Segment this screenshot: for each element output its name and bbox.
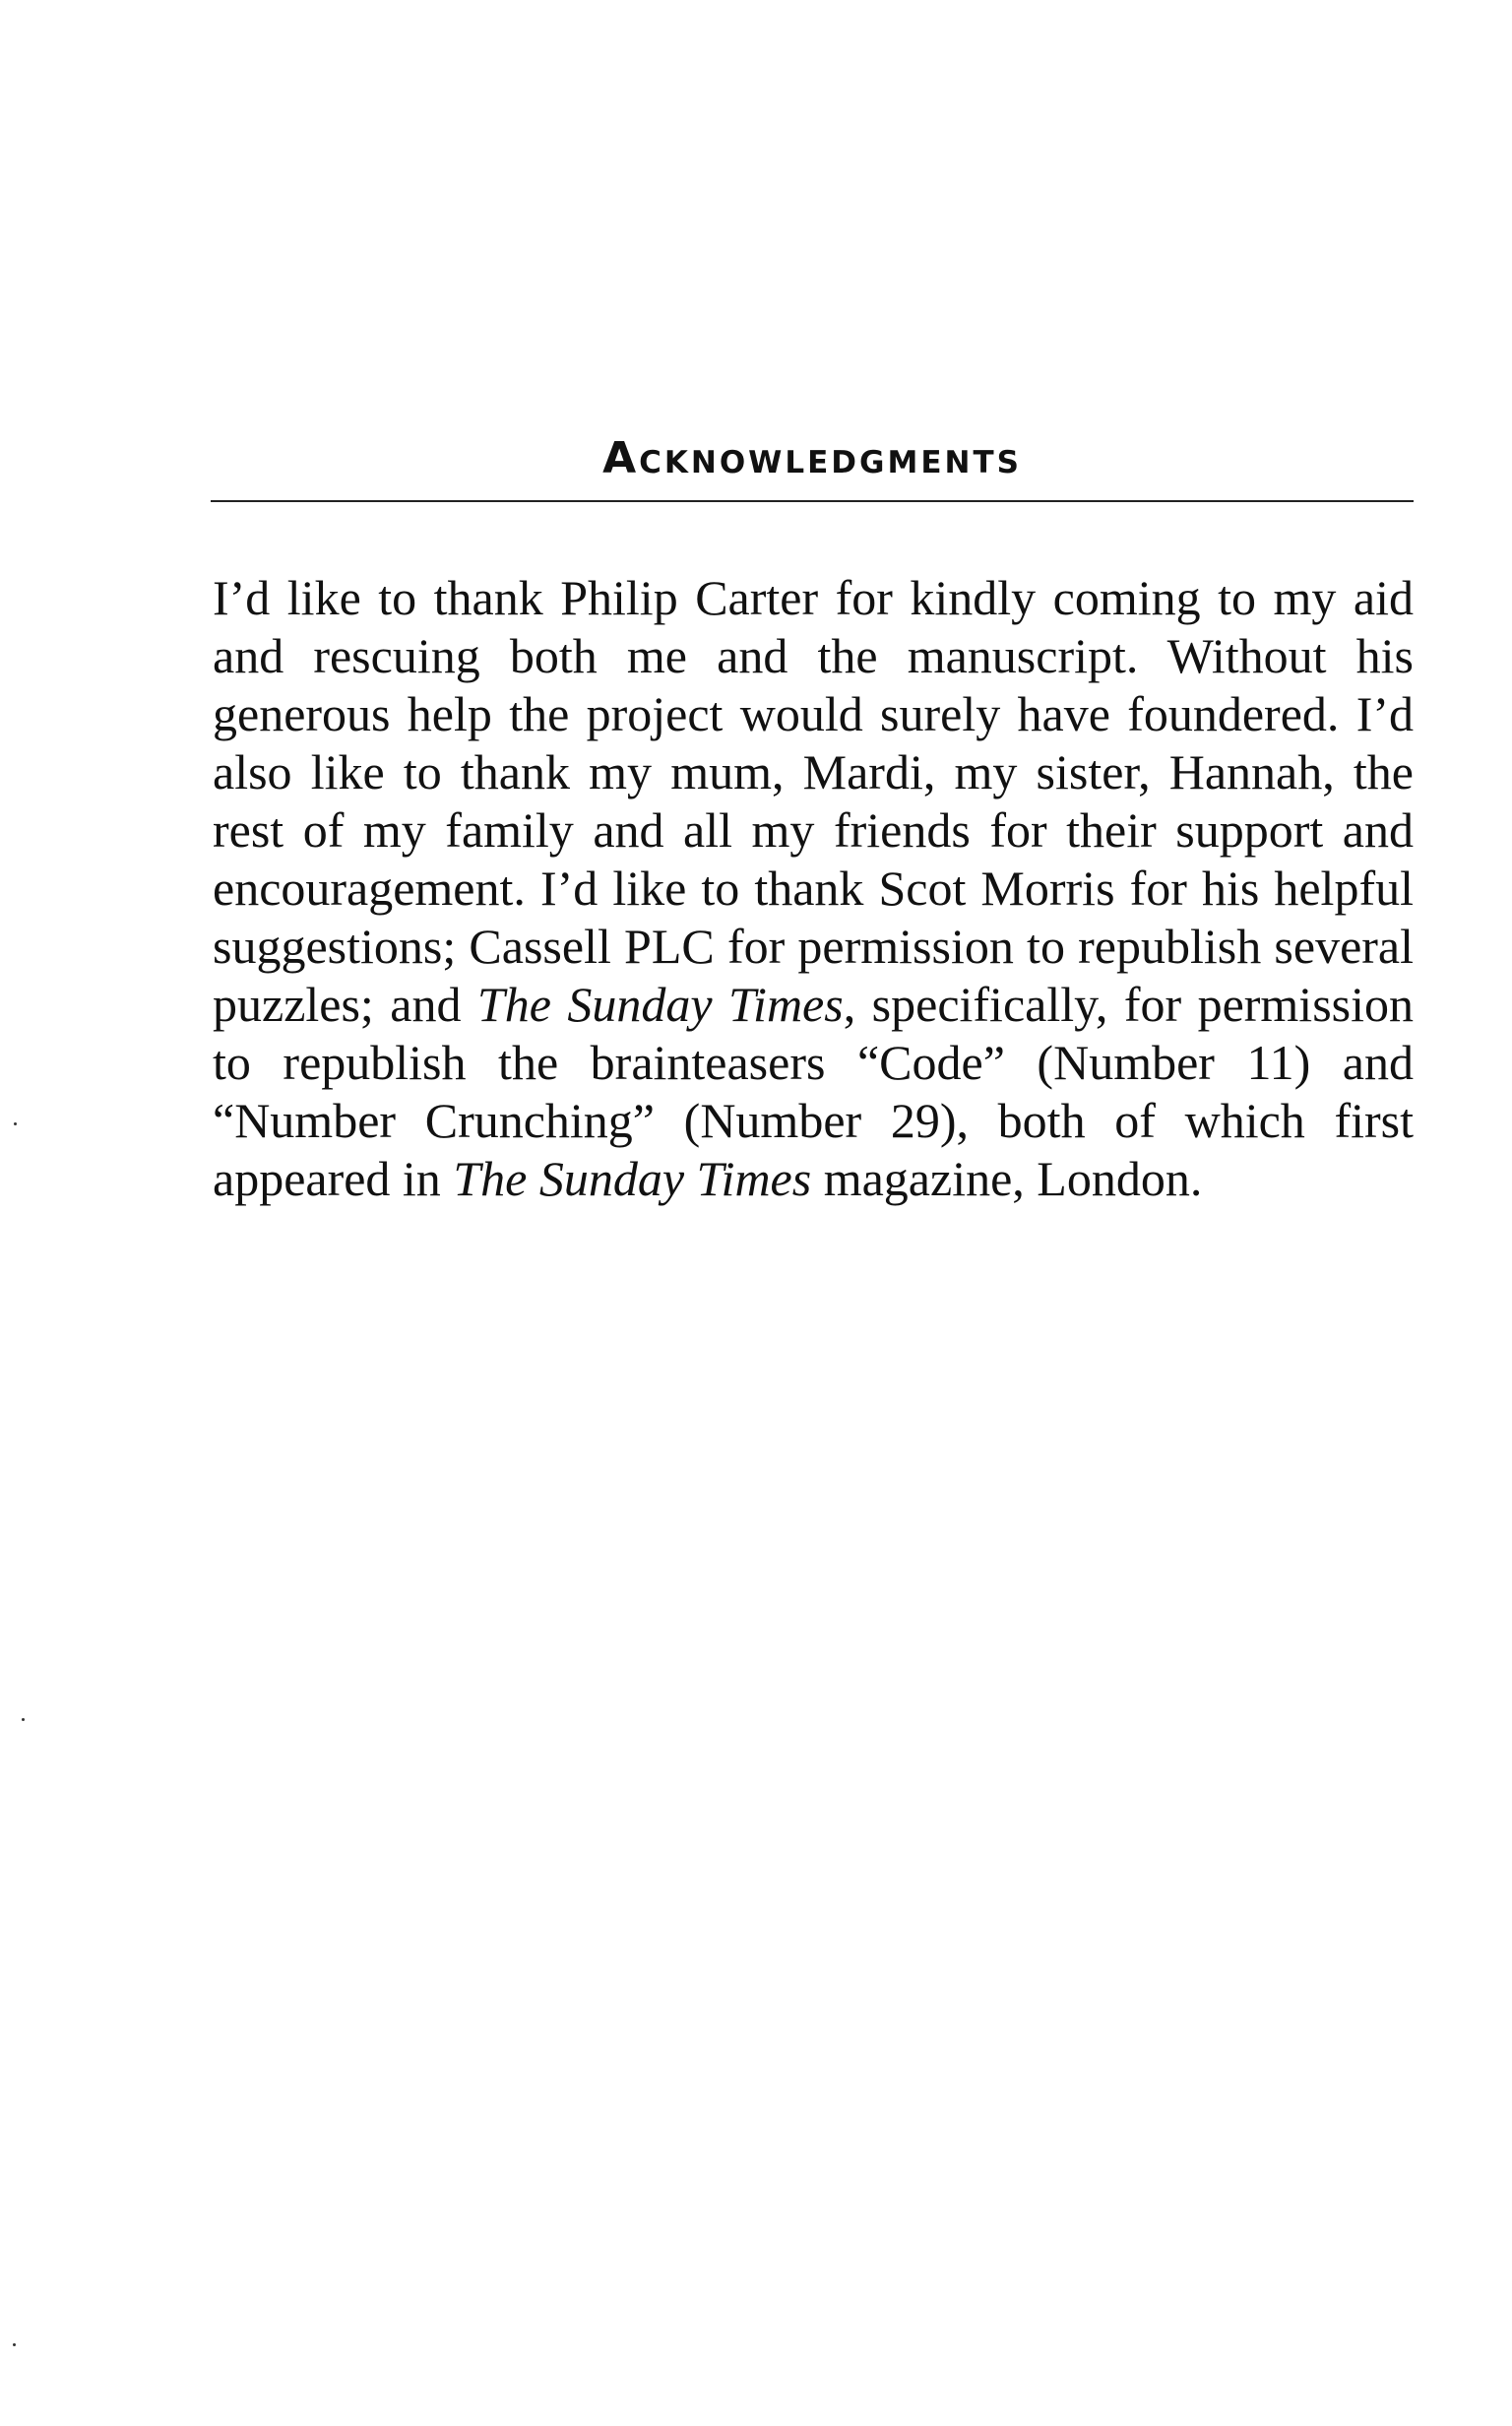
- scan-speck: [13, 2343, 16, 2346]
- publication-title-italic: The Sunday Times: [476, 977, 844, 1032]
- paragraph-text-part-1: I’d like to thank Philip Carter for kindly coming to my aid and rescuing both me and the manuscript. Without his generous help the project would surely have foundered. I’d also like to thank my mum, Mardi, my sister, Hannah, the rest of my family and all my friends for their support and encouragement. I’d like to thank Scot Morris for his helpful suggestions; Cassell PLC for permission to republish several puzzles; and: [213, 570, 1414, 1032]
- title-rule: [211, 500, 1414, 502]
- scan-speck: [22, 1718, 25, 1721]
- paragraph-text-part-2: , specifically, for permission to republish the brainteasers “Code” (Number 11) and “Number Crunching” (Number 29), both of which first appeared in: [213, 977, 1414, 1206]
- paragraph-text-part-3: magazine, London.: [811, 1151, 1203, 1206]
- acknowledgments-paragraph: [213, 569, 1414, 1208]
- scan-speck: [14, 1122, 17, 1125]
- page-title: Acknowledgments: [602, 433, 1022, 483]
- publication-title-italic: The Sunday Times: [453, 1151, 812, 1206]
